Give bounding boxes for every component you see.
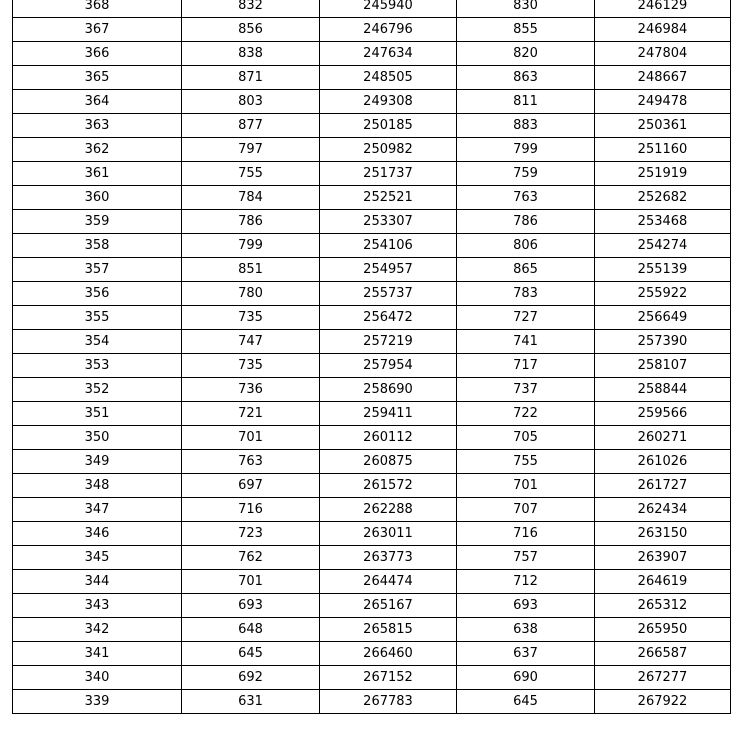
cumulative-b-cell: 251919 (595, 162, 731, 186)
cumulative-a-cell: 267783 (320, 690, 457, 714)
table-row (13, 186, 731, 210)
table-row (13, 114, 731, 138)
cumulative-b-cell: 261026 (595, 450, 731, 474)
cumulative-a-cell: 250185 (320, 114, 457, 138)
cumulative-a-cell: 260112 (320, 426, 457, 450)
count-a-cell: 723 (182, 522, 320, 546)
table-row (13, 642, 731, 666)
count-b-cell: 638 (457, 618, 595, 642)
count-a-cell: 648 (182, 618, 320, 642)
table-row (13, 474, 731, 498)
cumulative-a-cell: 262288 (320, 498, 457, 522)
score-cell: 341 (13, 642, 182, 666)
cumulative-a-cell: 250982 (320, 138, 457, 162)
cumulative-b-cell: 259566 (595, 402, 731, 426)
cumulative-a-cell: 257219 (320, 330, 457, 354)
count-a-cell: 797 (182, 138, 320, 162)
table-row (13, 138, 731, 162)
score-cell: 348 (13, 474, 182, 498)
table-row (13, 402, 731, 426)
cumulative-b-cell: 250361 (595, 114, 731, 138)
cumulative-a-cell: 254957 (320, 258, 457, 282)
cumulative-b-cell: 264619 (595, 570, 731, 594)
cumulative-b-cell: 254274 (595, 234, 731, 258)
count-b-cell: 645 (457, 690, 595, 714)
cumulative-b-cell: 257390 (595, 330, 731, 354)
score-cell: 364 (13, 90, 182, 114)
table-row (13, 450, 731, 474)
cumulative-b-cell: 263907 (595, 546, 731, 570)
cumulative-a-cell: 246796 (320, 18, 457, 42)
count-b-cell: 737 (457, 378, 595, 402)
count-b-cell: 883 (457, 114, 595, 138)
score-cell: 368 (13, 0, 182, 18)
table-row (13, 282, 731, 306)
cumulative-b-cell: 255139 (595, 258, 731, 282)
table-row (13, 66, 731, 90)
cumulative-a-cell: 266460 (320, 642, 457, 666)
cumulative-b-cell: 251160 (595, 138, 731, 162)
table-row (13, 594, 731, 618)
count-b-cell: 755 (457, 450, 595, 474)
score-cell: 357 (13, 258, 182, 282)
cumulative-a-cell: 259411 (320, 402, 457, 426)
count-a-cell: 645 (182, 642, 320, 666)
cumulative-a-cell: 256472 (320, 306, 457, 330)
table-row (13, 666, 731, 690)
cumulative-b-cell: 266587 (595, 642, 731, 666)
score-cell: 366 (13, 42, 182, 66)
count-a-cell: 877 (182, 114, 320, 138)
score-cell: 345 (13, 546, 182, 570)
cumulative-a-cell: 267152 (320, 666, 457, 690)
count-a-cell: 780 (182, 282, 320, 306)
table-row (13, 570, 731, 594)
count-b-cell: 722 (457, 402, 595, 426)
cumulative-a-cell: 255737 (320, 282, 457, 306)
count-b-cell: 712 (457, 570, 595, 594)
cumulative-b-cell: 246129 (595, 0, 731, 18)
count-a-cell: 735 (182, 354, 320, 378)
cumulative-a-cell: 249308 (320, 90, 457, 114)
score-cell: 363 (13, 114, 182, 138)
cumulative-b-cell: 265950 (595, 618, 731, 642)
cumulative-a-cell: 263773 (320, 546, 457, 570)
count-a-cell: 799 (182, 234, 320, 258)
score-cell: 362 (13, 138, 182, 162)
count-b-cell: 783 (457, 282, 595, 306)
count-b-cell: 855 (457, 18, 595, 42)
table-row (13, 90, 731, 114)
score-cell: 360 (13, 186, 182, 210)
score-table (12, 0, 731, 714)
score-cell: 358 (13, 234, 182, 258)
count-a-cell: 631 (182, 690, 320, 714)
score-cell: 344 (13, 570, 182, 594)
score-cell: 361 (13, 162, 182, 186)
count-b-cell: 830 (457, 0, 595, 18)
table-row (13, 210, 731, 234)
table-row (13, 378, 731, 402)
cumulative-b-cell: 267922 (595, 690, 731, 714)
table-body (13, 0, 731, 714)
count-b-cell: 806 (457, 234, 595, 258)
count-a-cell: 701 (182, 570, 320, 594)
count-b-cell: 637 (457, 642, 595, 666)
count-a-cell: 856 (182, 18, 320, 42)
score-cell: 356 (13, 282, 182, 306)
count-a-cell: 786 (182, 210, 320, 234)
cumulative-a-cell: 261572 (320, 474, 457, 498)
cumulative-a-cell: 251737 (320, 162, 457, 186)
table-row (13, 426, 731, 450)
cumulative-b-cell: 253468 (595, 210, 731, 234)
count-b-cell: 811 (457, 90, 595, 114)
score-cell: 343 (13, 594, 182, 618)
cumulative-b-cell: 258844 (595, 378, 731, 402)
count-b-cell: 693 (457, 594, 595, 618)
count-a-cell: 763 (182, 450, 320, 474)
cumulative-b-cell: 265312 (595, 594, 731, 618)
cumulative-a-cell: 248505 (320, 66, 457, 90)
score-cell: 365 (13, 66, 182, 90)
count-a-cell: 871 (182, 66, 320, 90)
count-a-cell: 697 (182, 474, 320, 498)
score-cell: 347 (13, 498, 182, 522)
cumulative-b-cell: 267277 (595, 666, 731, 690)
score-table-container (12, 0, 730, 714)
count-b-cell: 717 (457, 354, 595, 378)
score-cell: 359 (13, 210, 182, 234)
count-b-cell: 865 (457, 258, 595, 282)
cumulative-a-cell: 257954 (320, 354, 457, 378)
score-cell: 350 (13, 426, 182, 450)
count-a-cell: 721 (182, 402, 320, 426)
count-a-cell: 838 (182, 42, 320, 66)
table-row (13, 258, 731, 282)
cumulative-a-cell: 254106 (320, 234, 457, 258)
table-row (13, 330, 731, 354)
count-a-cell: 693 (182, 594, 320, 618)
score-cell: 349 (13, 450, 182, 474)
score-cell: 353 (13, 354, 182, 378)
count-b-cell: 690 (457, 666, 595, 690)
table-row (13, 162, 731, 186)
count-b-cell: 759 (457, 162, 595, 186)
cumulative-b-cell: 247804 (595, 42, 731, 66)
table-row (13, 546, 731, 570)
score-cell: 367 (13, 18, 182, 42)
score-cell: 352 (13, 378, 182, 402)
cumulative-b-cell: 258107 (595, 354, 731, 378)
cumulative-a-cell: 265815 (320, 618, 457, 642)
count-b-cell: 763 (457, 186, 595, 210)
count-a-cell: 832 (182, 0, 320, 18)
count-a-cell: 755 (182, 162, 320, 186)
score-cell: 354 (13, 330, 182, 354)
table-row (13, 234, 731, 258)
count-b-cell: 741 (457, 330, 595, 354)
count-a-cell: 762 (182, 546, 320, 570)
cumulative-b-cell: 255922 (595, 282, 731, 306)
table-row (13, 354, 731, 378)
count-a-cell: 851 (182, 258, 320, 282)
count-a-cell: 716 (182, 498, 320, 522)
cumulative-b-cell: 260271 (595, 426, 731, 450)
cumulative-b-cell: 256649 (595, 306, 731, 330)
score-cell: 339 (13, 690, 182, 714)
cumulative-a-cell: 247634 (320, 42, 457, 66)
cumulative-b-cell: 248667 (595, 66, 731, 90)
table-row (13, 42, 731, 66)
count-b-cell: 705 (457, 426, 595, 450)
count-b-cell: 707 (457, 498, 595, 522)
count-a-cell: 735 (182, 306, 320, 330)
count-a-cell: 736 (182, 378, 320, 402)
count-b-cell: 799 (457, 138, 595, 162)
score-cell: 346 (13, 522, 182, 546)
count-b-cell: 863 (457, 66, 595, 90)
cumulative-a-cell: 253307 (320, 210, 457, 234)
cumulative-b-cell: 261727 (595, 474, 731, 498)
cumulative-a-cell: 263011 (320, 522, 457, 546)
count-b-cell: 727 (457, 306, 595, 330)
table-row (13, 690, 731, 714)
count-b-cell: 716 (457, 522, 595, 546)
score-cell: 351 (13, 402, 182, 426)
count-a-cell: 784 (182, 186, 320, 210)
cumulative-b-cell: 263150 (595, 522, 731, 546)
score-cell: 340 (13, 666, 182, 690)
count-a-cell: 692 (182, 666, 320, 690)
count-a-cell: 803 (182, 90, 320, 114)
cumulative-a-cell: 264474 (320, 570, 457, 594)
score-cell: 342 (13, 618, 182, 642)
count-b-cell: 701 (457, 474, 595, 498)
count-a-cell: 701 (182, 426, 320, 450)
cumulative-a-cell: 258690 (320, 378, 457, 402)
cumulative-b-cell: 246984 (595, 18, 731, 42)
cumulative-b-cell: 252682 (595, 186, 731, 210)
count-a-cell: 747 (182, 330, 320, 354)
cumulative-b-cell: 249478 (595, 90, 731, 114)
table-row (13, 306, 731, 330)
cumulative-b-cell: 262434 (595, 498, 731, 522)
table-row (13, 522, 731, 546)
cumulative-a-cell: 260875 (320, 450, 457, 474)
count-b-cell: 820 (457, 42, 595, 66)
cumulative-a-cell: 265167 (320, 594, 457, 618)
cumulative-a-cell: 245940 (320, 0, 457, 18)
cumulative-a-cell: 252521 (320, 186, 457, 210)
count-b-cell: 786 (457, 210, 595, 234)
score-cell: 355 (13, 306, 182, 330)
table-row (13, 18, 731, 42)
table-row (13, 498, 731, 522)
table-row (13, 618, 731, 642)
table-row (13, 0, 731, 18)
count-b-cell: 757 (457, 546, 595, 570)
